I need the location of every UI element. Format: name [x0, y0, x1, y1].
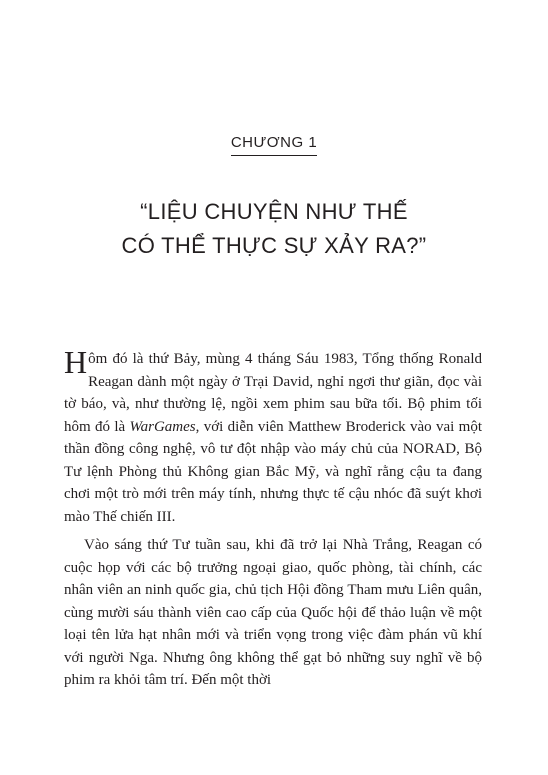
- film-title: WarGames: [129, 418, 196, 435]
- paragraph-1-text-b: , với diễn viên Matthew Broderick vào vai một thần đồng công nghệ, vô tư đột nhập vào máy chủ của NORAD, Bộ Tư lệnh Phòng thủ Không gian Bắc Mỹ, và nghĩ rằng cậu ta đang chơi một trò mới trên máy tính, nhưng thực tế cậu nhóc đã suýt khơi mào Thế chiến III.: [64, 418, 482, 525]
- chapter-number: CHƯƠNG 1: [231, 134, 317, 156]
- chapter-title-line-1: “LIỆU CHUYỆN NHƯ THẾ: [140, 199, 408, 224]
- body-text: [64, 344, 482, 692]
- paragraph-1: [64, 344, 482, 528]
- paragraph-1-text-a: ôm đó là thứ Bảy, mùng 4 tháng Sáu 1983, Tổng thống Ronald Reagan dành một ngày ở Trại David, nghỉ ngơi thư giãn, đọc vài tờ báo, và, như thường lệ, ngồi xem phim sau bữa tối. Bộ phim tối hôm đó là: [64, 351, 482, 435]
- chapter-label: [0, 134, 548, 156]
- paragraph-2: Vào sáng thứ Tư tuần sau, khi đã trở lại Nhà Trắng, Reagan có cuộc họp với các bộ trưởng ngoại giao, quốc phòng, tài chính, các nhân viên an ninh quốc gia, chủ tịch Hội đồng Tham mưu Liên quân, cùng mười sáu thành viên cao cấp của Quốc hội để thảo luận về một loại tên lửa hạt nhân mới và triển vọng trong việc đàm phán vũ khí với người Nga. Nhưng ông không thể gạt bỏ những suy nghĩ về bộ phim ra khỏi tâm trí. Đến một thời: [64, 537, 482, 688]
- drop-cap: H: [64, 344, 88, 380]
- chapter-title: [0, 195, 548, 263]
- chapter-title-line-2: CÓ THỂ THỰC SỰ XẢY RA?”: [121, 233, 427, 258]
